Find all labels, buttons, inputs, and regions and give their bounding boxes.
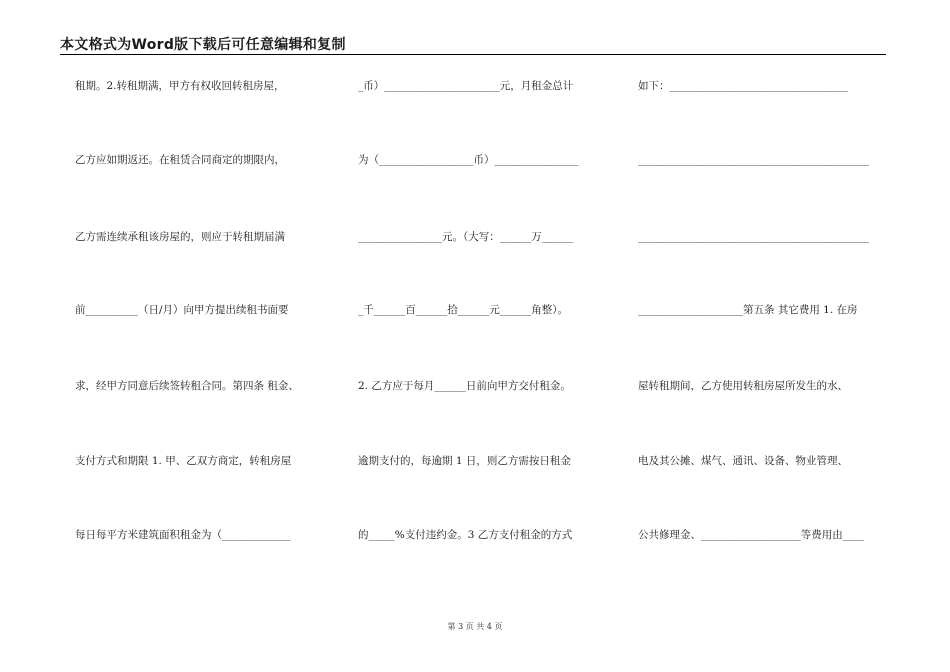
text-line: 公共修理金、___________________等费用由____: [638, 529, 864, 541]
text-line: 乙方需连续承租该房屋的，则应于转租期届满: [75, 231, 285, 243]
text-line: 如下：__________________________________: [638, 80, 848, 92]
page-number: 第 3 页 共 4 页: [447, 622, 503, 631]
text-line: 求，经甲方同意后续签转租合同。第四条 租金、: [75, 380, 299, 392]
text-line: 前__________（日/月）向甲方提出续租书面要: [75, 304, 289, 316]
text-line: ________________元。（大写：______万______: [358, 231, 574, 243]
text-line: 租期。2.转租期满，甲方有权收回转租房屋，: [75, 80, 285, 92]
text-line: 的_____%支付违约金。3 乙方支付租金的方式: [358, 529, 573, 541]
text-line: 支付方式和期限 1. 甲、乙双方商定，转租房屋: [75, 455, 292, 467]
text-line: 电及其公摊、煤气、通讯、设备、物业管理、: [638, 455, 848, 467]
text-line: 为（__________________币）________________: [358, 154, 579, 166]
text-line: _币）______________________元，月租金总计: [358, 80, 574, 92]
text-line: 每日每平方米建筑面积租金为（_____________: [75, 529, 291, 541]
text-line: 逾期支付的，每逾期 1 日，则乙方需按日租金: [358, 455, 571, 467]
text-line: 乙方应如期返还。在租赁合同商定的期限内，: [75, 154, 285, 166]
page-header: [60, 34, 886, 55]
text-line: _千______百______拾______元______角整）。: [358, 304, 568, 316]
text-line: ____________________________________________: [638, 231, 869, 243]
text-line: 2. 乙方应于每月______日前向甲方交付租金。: [358, 380, 571, 392]
text-line: ____________________第五条 其它费用 1. 在房: [638, 304, 858, 316]
text-line: 屋转租期间，乙方使用转租房屋所发生的水、: [638, 380, 848, 392]
text-line: ____________________________________________: [638, 154, 869, 166]
header-title: 本文格式为Word版下载后可任意编辑和复制: [60, 37, 346, 53]
